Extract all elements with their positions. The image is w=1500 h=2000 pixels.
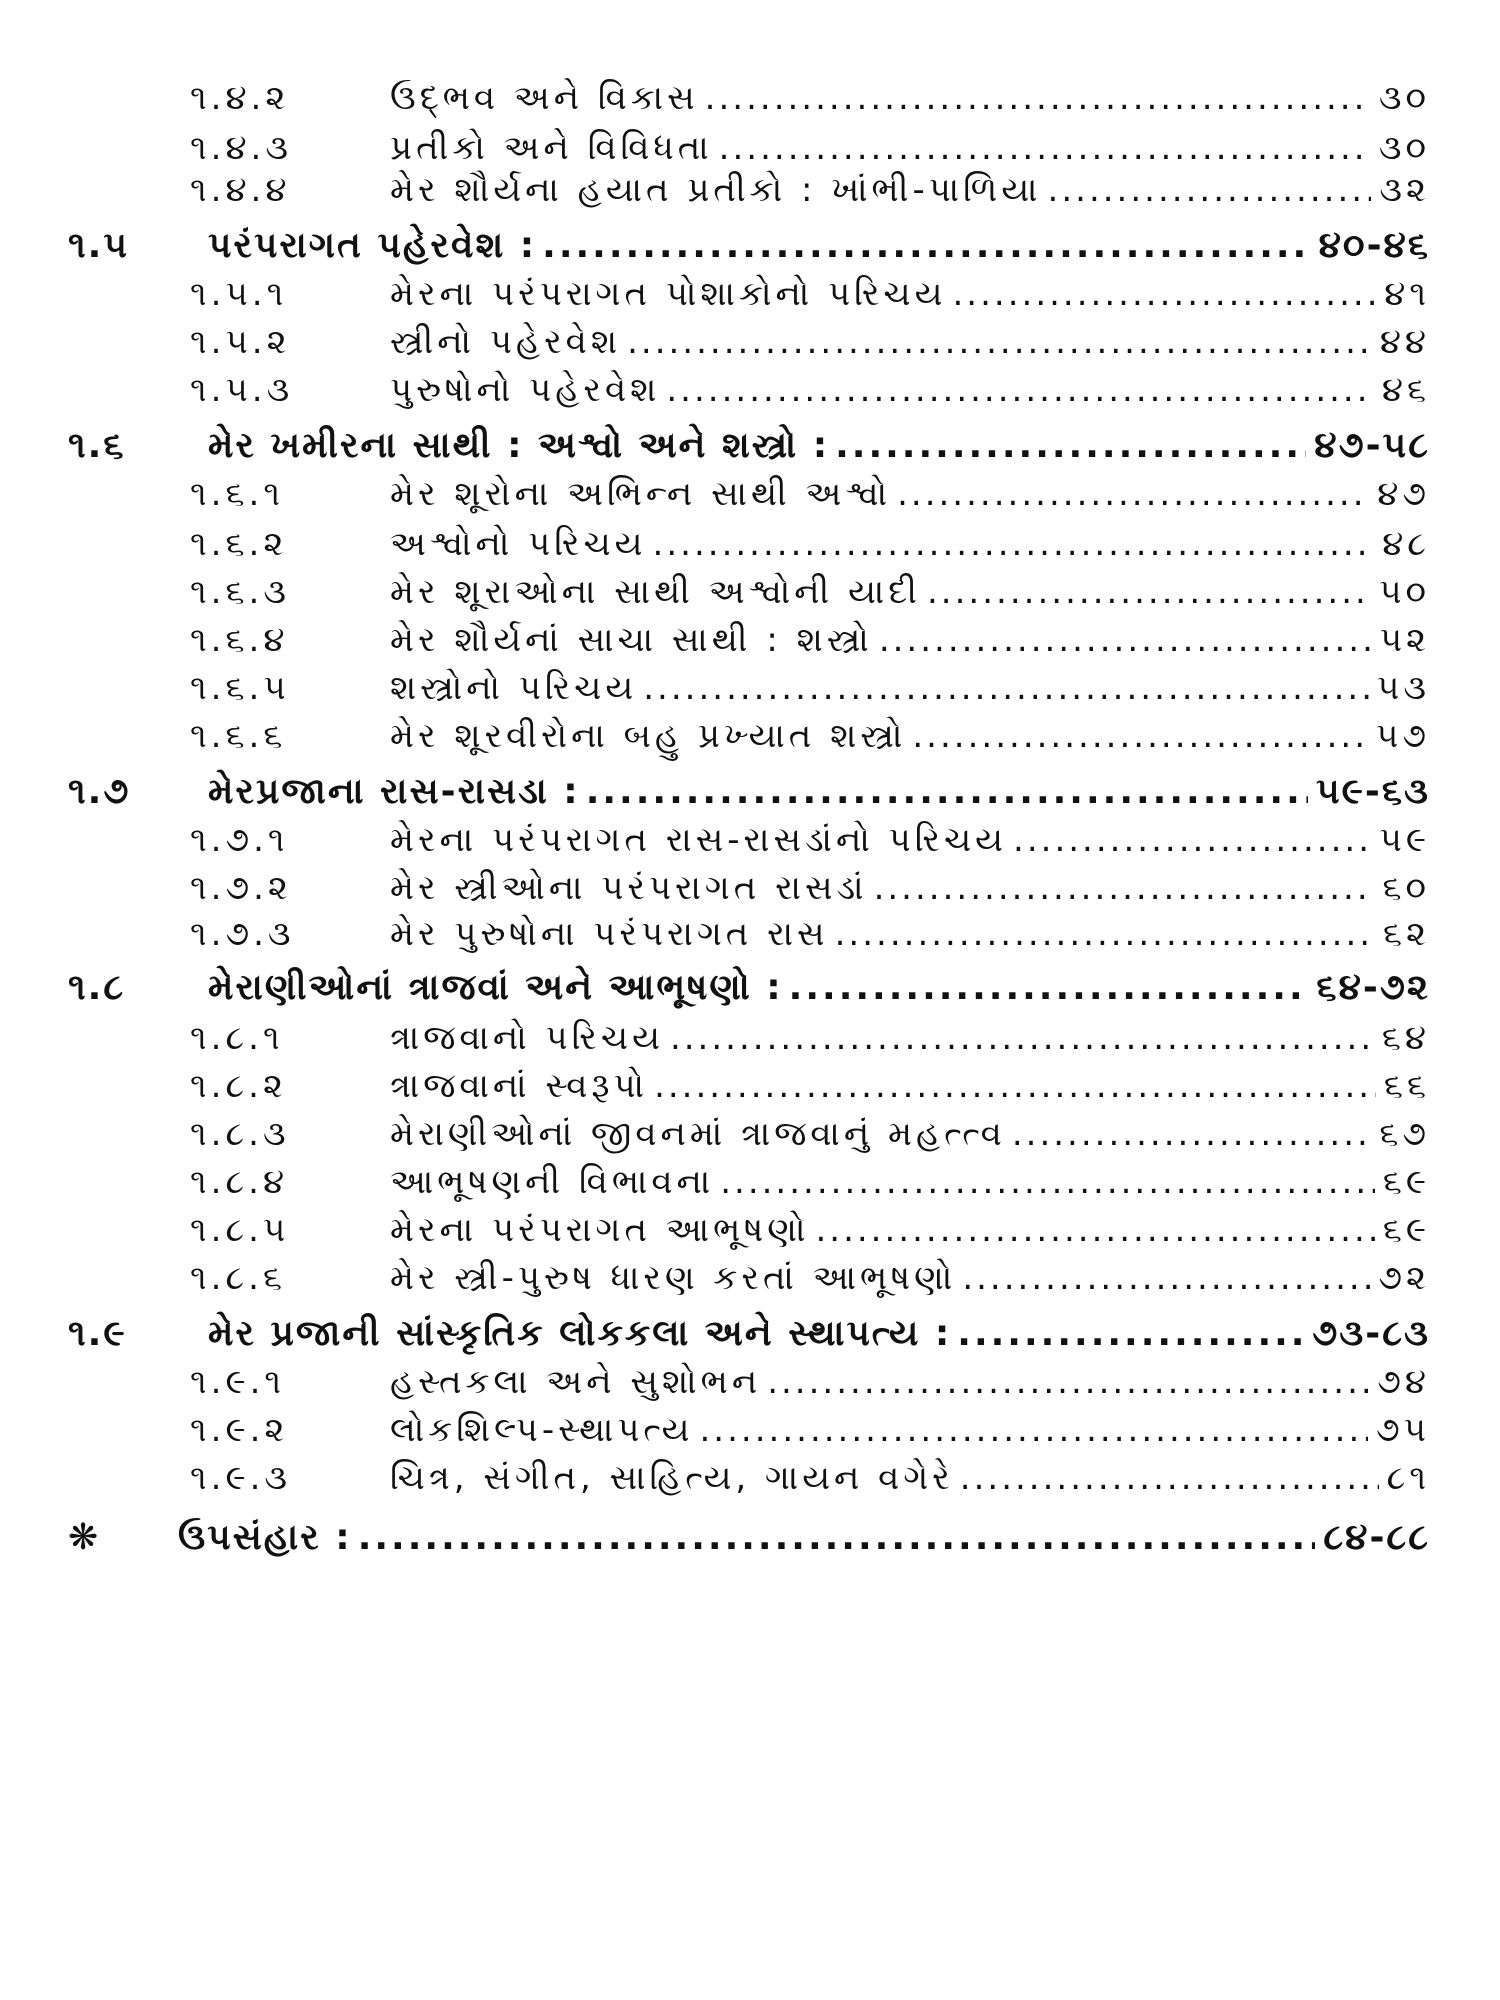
entry-title: મેર શૌર્યનાં સાચા સાથી : શસ્ત્રો [390,620,873,660]
entry-number: ૧.૮.૩ [190,1114,290,1154]
page-number: ૮૧ [1386,1458,1430,1498]
page-number: ૪૮ [1382,524,1430,564]
entry-title: ચિત્ર, સંગીત, સાહિત્ય, ગાયન વગેરે [390,1458,954,1498]
entry-title: મેર શૂરવીરોના બહુ પ્રખ્યાત શસ્ત્રો [390,716,907,756]
entry-title: મેરાણીઓનાં જીવનમાં ત્રાજવાનું મહત્ત્વ [390,1114,1006,1154]
entry-number: ૧.૮.૬ [190,1258,287,1298]
entry-title: મેરના પરંપરાગત રાસ-રાસડાંનો પરિચય [390,820,1008,860]
dot-leader [960,1450,1379,1506]
entry-title: અશ્વોનો પરિચય [390,524,647,564]
page-number: ૪૭-૫૮ [1314,425,1430,466]
entry-number: ૧.૬.૨ [190,524,288,564]
page-number: ૭૪ [1377,1362,1430,1402]
entry-number: ૧.૮.૨ [190,1066,287,1106]
entry-number: ૧.૪.૨ [190,78,290,118]
page-number: ૪૭ [1377,474,1430,514]
dot-leader [705,70,1371,126]
entry-title: શસ્ત્રોનો પરિચય [390,668,638,708]
toc-subentry [190,1250,1430,1306]
entry-number: ૧.૪.૩ [190,128,292,168]
page-number: ૬૭ [1379,1114,1430,1154]
page-number: ૪૧ [1384,274,1430,314]
page-number: ૫૩ [1377,668,1430,708]
entry-title: મેરના પરંપરાગત આભૂષણો [390,1210,810,1250]
entry-title: મેરપ્રજાના રાસ-રાસડા : [208,771,580,812]
page-number: ૩૨ [1379,170,1430,210]
entry-number: ૧.૭.૨ [190,868,292,908]
page-number: ૫૨ [1379,620,1430,660]
dot-leader [835,906,1375,962]
page-number: ૭૩-૮૩ [1312,1313,1430,1354]
entry-title: ત્રાજવાનો પરિચય [390,1018,664,1058]
page-number: ૬૯ [1382,1210,1430,1250]
page-number: ૭૫ [1376,1410,1430,1450]
dot-leader [912,708,1368,764]
page-number: ૬૪ [1381,1018,1430,1058]
entry-number: ૧.૭.૧ [190,820,289,860]
entry-number: ૧.૮ [68,967,126,1008]
entry-number: ૧.૬.૫ [190,668,290,708]
entry-title: ત્રાજવાનાં સ્વરૂપો [390,1066,649,1106]
entry-number: ૧.૭ [68,771,131,812]
entry-title: મેર સ્ત્રી-પુરુષ ધારણ કરતાં આભૂષણો [390,1258,957,1298]
page-number: ૬૬ [1383,1066,1430,1106]
entry-title: ઉપસંહાર : [178,1517,352,1558]
page-number: ૬૦ [1382,868,1430,908]
entry-title: પુરુષોનો પહેરવેશ [390,370,661,410]
dot-leader [1048,162,1372,218]
entry-number: ૧.૬.૪ [190,620,289,660]
entry-title: આભૂષણની વિભાવના [390,1162,715,1202]
entry-number: ૧.૫.૧ [190,274,288,314]
page-number: ૬૯ [1382,1162,1430,1202]
entry-title: મેર સ્ત્રીઓના પરંપરાગત રાસડાં [390,868,868,908]
page-number: ૫૯ [1379,820,1430,860]
entry-title: સ્ત્રીનો પહેરવેશ [390,322,622,362]
page-number: ૩૦ [1378,128,1430,168]
entry-number: ૧.૬ [68,425,126,466]
dot-leader [666,362,1374,418]
entry-title: હસ્તકલા અને સુશોભન [390,1362,762,1402]
entry-number: ૧.૬.૧ [190,474,284,514]
page-number: ૮૪-૮૮ [1323,1517,1430,1558]
toc-subentry [190,906,1430,962]
entry-number: ૧.૬.૩ [190,572,290,612]
entry-title: મેરાણીઓનાં ત્રાજવાં અને આભૂષણો : [208,967,783,1008]
entry-number: ૧.૪.૪ [190,170,291,210]
toc-conclusion [68,1510,1430,1566]
entry-number: ૧.૫.૨ [190,322,291,362]
dot-leader [358,1510,1316,1566]
entry-number: ૧.૯.૨ [190,1410,289,1450]
toc-subentry [190,162,1430,218]
toc-subentry [190,1450,1430,1506]
entry-number: ૧.૮.૫ [190,1210,290,1250]
page-number: ૭૨ [1378,1258,1430,1298]
entry-number: ૧.૯.૩ [190,1458,292,1498]
entry-number: ૧.૬.૬ [190,716,287,756]
entry-title: મેર પ્રજાની સાંસ્કૃતિક લોકકલા અને સ્થાપત્ય : [208,1313,952,1354]
entry-title: મેર શૂરાઓના સાથી અશ્વોની યાદી [390,572,921,612]
entry-title: ઉદ્ભવ અને વિકાસ [390,78,699,118]
dot-leader [897,466,1369,522]
entry-title: મેર પુરુષોના પરંપરાગત રાસ [390,914,829,954]
dot-leader [789,960,1309,1016]
entry-number: ૧.૫ [68,225,129,266]
entry-title: પરંપરાગત પહેરવેશ : [208,225,537,266]
dot-leader [962,1250,1370,1306]
page-number: ૬૪-૭૨ [1316,967,1430,1008]
toc-subentry [190,708,1430,764]
page-number: ૫૯-૬૩ [1315,771,1430,812]
entry-title: મેર ખમીરના સાથી : અશ્વો અને શસ્ત્રો : [208,425,830,466]
page-number: ૩૦ [1378,78,1430,118]
entry-number: ૧.૭.૩ [190,914,295,954]
entry-title: લોકશિલ્પ-સ્થાપત્ય [390,1410,694,1450]
page-number: ૪૦-૪૬ [1318,225,1430,266]
toc-subentry [190,466,1430,522]
entry-title: પ્રતીકો અને વિવિધતા [390,128,713,168]
page-number: ૬૨ [1383,914,1430,954]
entry-number: ૧.૫.૩ [190,370,294,410]
toc-section [68,960,1430,1016]
entry-title: મેર શૂરોના અભિન્ન સાથી અશ્વો [390,474,892,514]
entry-number: ૧.૯.૧ [190,1362,286,1402]
bullet-icon: ❋ [68,1517,101,1558]
entry-number: ૧.૮.૧ [190,1018,284,1058]
entry-number: ૧.૯ [68,1313,127,1354]
toc-subentry [190,70,1430,126]
page-number: ૪૪ [1379,322,1430,362]
page-number: ૫૦ [1379,572,1430,612]
page-number: ૪૬ [1381,370,1430,410]
toc-subentry [190,362,1430,418]
entry-number: ૧.૮.૪ [190,1162,289,1202]
entry-title: મેર શૌર્યના હયાત પ્રતીકો : ખાંભી-પાળિયા [390,170,1042,210]
page-number: ૫૭ [1376,716,1430,756]
entry-title: મેરના પરંપરાગત પોશાકોનો પરિચય [390,274,947,314]
